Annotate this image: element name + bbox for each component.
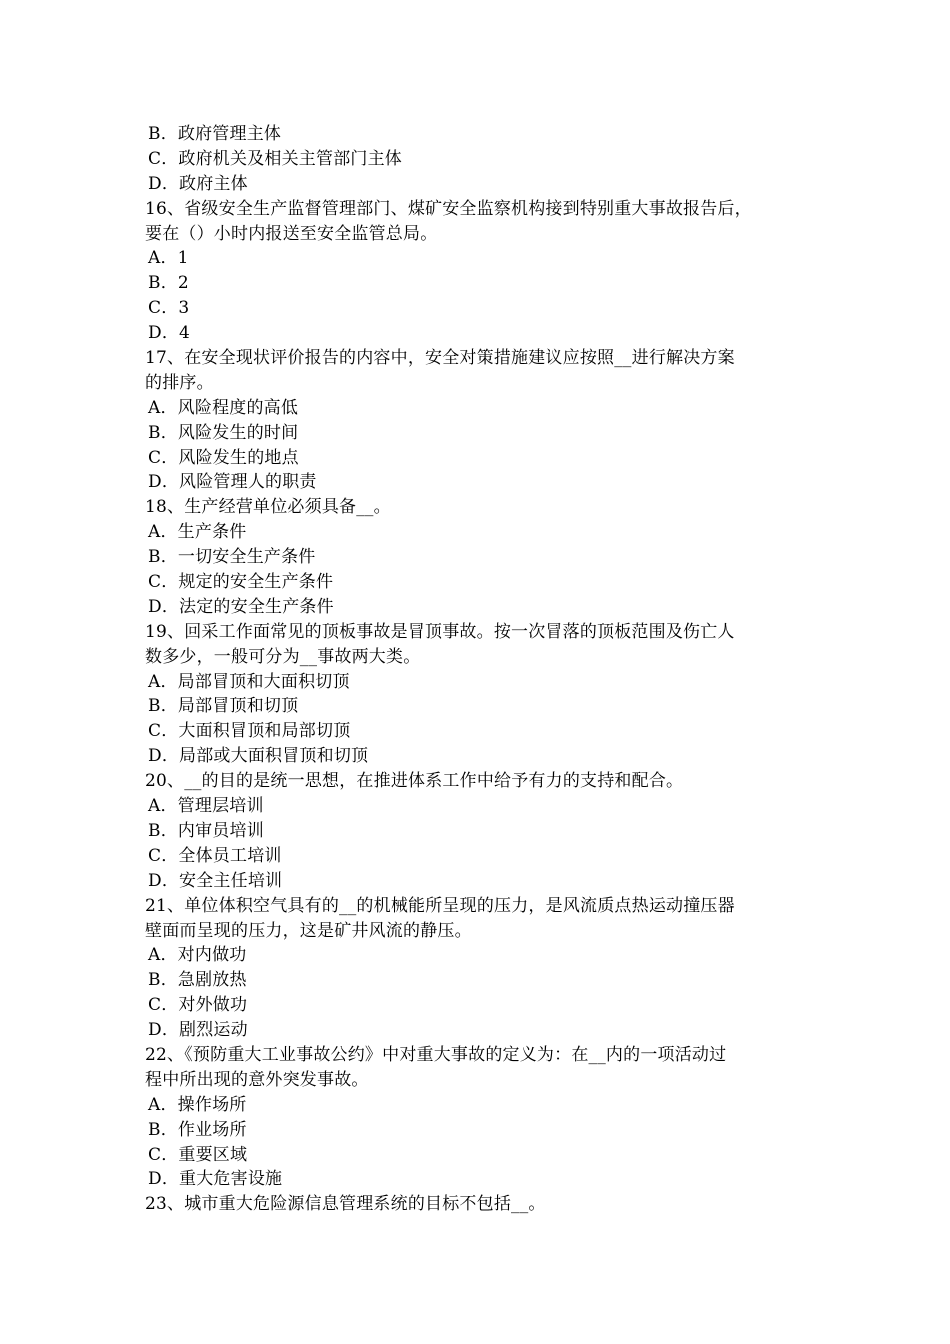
question-text: 22、《预防重大工业事故公约》中对重大事故的定义为：在__内的一项活动过: [145, 1044, 727, 1065]
question-text: 23、城市重大危险源信息管理系统的目标不包括__。: [145, 1194, 546, 1215]
answer-option: B．一切安全生产条件: [148, 547, 316, 568]
question-text: 20、__的目的是统一思想，在推进体系工作中给予有力的支持和配合。: [145, 771, 684, 792]
answer-option: C．3: [148, 298, 190, 319]
answer-option: D．政府主体: [148, 173, 248, 194]
answer-option: B．急剧放热: [148, 970, 247, 991]
answer-option: D．法定的安全生产条件: [148, 596, 334, 617]
answer-option: D．安全主任培训: [148, 870, 283, 891]
answer-option: D．重大危害设施: [148, 1169, 283, 1190]
answer-option: D．风险管理人的职责: [148, 472, 317, 493]
question-text: 程中所出现的意外突发事故。: [145, 1069, 369, 1090]
answer-option: C．风险发生的地点: [148, 447, 299, 468]
question-text: 要在（）小时内报送至安全监管总局。: [145, 223, 438, 244]
answer-option: C．重要区域: [148, 1144, 248, 1165]
answer-option: C．对外做功: [148, 995, 248, 1016]
answer-option: B．政府管理主体: [148, 124, 282, 144]
answer-option: B．2: [148, 273, 189, 294]
question-text: 壁面而呈现的压力，这是矿井风流的静压。: [145, 920, 472, 941]
answer-option: D．剧烈运动: [148, 1020, 248, 1041]
answer-option: C．大面积冒顶和局部切顶: [148, 721, 351, 742]
answer-option: C．全体员工培训: [148, 845, 282, 866]
question-text: 19、回采工作面常见的顶板事故是冒顶事故。按一次冒落的顶板范围及伤亡人: [145, 621, 735, 642]
answer-option: A．管理层培训: [148, 796, 264, 817]
answer-option: A．对内做功: [148, 945, 247, 966]
answer-option: D．4: [148, 323, 191, 344]
answer-option: A．风险程度的高低: [148, 397, 299, 418]
answer-option: B．风险发生的时间: [148, 422, 299, 443]
answer-option: B．局部冒顶和切顶: [148, 696, 299, 717]
document-page: [145, 122, 825, 1217]
question-text: 的排序。: [145, 372, 214, 393]
answer-option: A．操作场所: [148, 1094, 247, 1115]
answer-option: D．局部或大面积冒顶和切顶: [148, 746, 369, 767]
answer-option: B．内审员培训: [148, 820, 264, 841]
question-text: 17、在安全现状评价报告的内容中，安全对策措施建议应按照__进行解决方案: [145, 348, 735, 369]
question-text: 21、单位体积空气具有的__的机械能所呈现的压力，是风流质点热运动撞压器: [145, 895, 735, 916]
answer-option: B．作业场所: [148, 1119, 247, 1140]
answer-option: A．生产条件: [148, 522, 247, 543]
answer-option: C．规定的安全生产条件: [148, 572, 334, 593]
question-text: 数多少，一般可分为__事故两大类。: [145, 646, 421, 667]
question-text: 16、省级安全生产监督管理部门、煤矿安全监察机构接到特别重大事故报告后，: [145, 198, 752, 219]
question-text: 18、生产经营单位必须具备__。: [145, 497, 391, 518]
answer-option: A．1: [148, 248, 189, 269]
answer-option: C．政府机关及相关主管部门主体: [148, 148, 403, 169]
answer-option: A．局部冒顶和大面积切顶: [148, 671, 350, 692]
